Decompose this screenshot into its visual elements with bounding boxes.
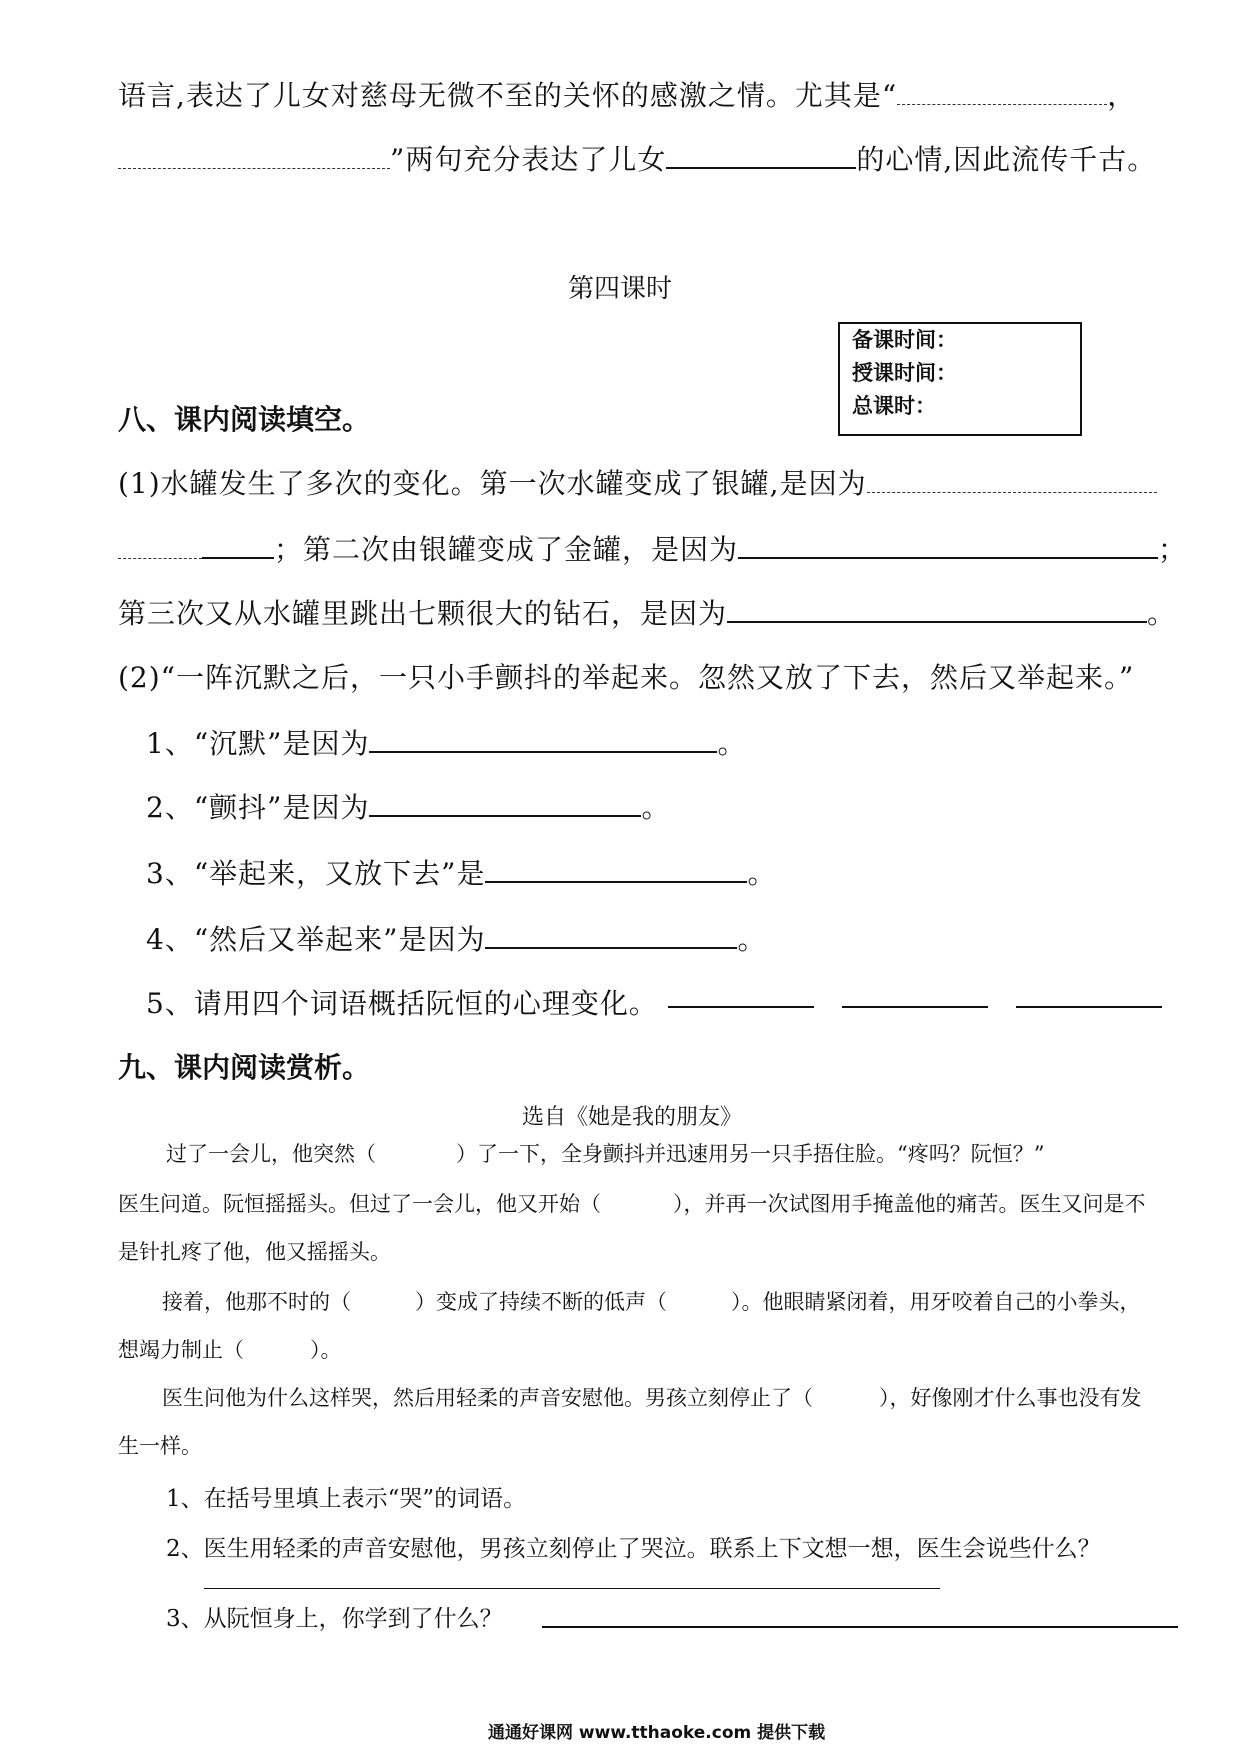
answer-line[interactable] <box>1016 1006 1162 1008</box>
answer-line[interactable] <box>542 1626 1178 1628</box>
blank[interactable] <box>727 599 1147 623</box>
section9-q2: 2、医生用轻柔的声音安慰他，男孩立刻停止了哭泣。联系上下文想一想，医生会说些什么？ <box>166 1536 1101 1562</box>
prep-time-label: 备课时间： <box>852 328 957 352</box>
passage-source: 选自《她是我的朋友》 <box>522 1105 743 1130</box>
blank[interactable] <box>118 536 202 559</box>
section9-q3: 3、从阮恒身上，你学到了什么？ <box>166 1606 503 1632</box>
blank[interactable] <box>202 535 274 559</box>
passage-p2-line2: 想竭力制止（ ）。 <box>118 1338 342 1362</box>
blank[interactable] <box>738 535 1158 559</box>
passage-p3-line1: 医生问他为什么这样哭，然后用轻柔的声音安慰他。男孩立刻停止了（ ），好像刚才什么事也没有发 <box>162 1386 1142 1410</box>
footer-text: 通通好课网 www.tthaoke.com 提供下载 <box>488 1723 826 1743</box>
section8-sub4: 4、“然后又举起来”是因为 。 <box>146 923 767 956</box>
section8-sub1: 1、“沉默”是因为 。 <box>146 727 747 760</box>
answer-line[interactable] <box>204 1588 940 1589</box>
blank[interactable] <box>118 146 390 169</box>
section8-heading: 八、课内阅读填空。 <box>118 403 371 436</box>
lesson-title: 第四课时 <box>568 274 673 304</box>
passage-p3-line2: 生一样。 <box>118 1434 202 1458</box>
answer-line[interactable] <box>668 1006 814 1008</box>
answer-line[interactable] <box>842 1006 988 1008</box>
total-time-label: 总课时： <box>852 394 936 418</box>
section8-sub2: 2、“颤抖”是因为 。 <box>146 791 671 824</box>
passage-p2-line1: 接着，他那不时的（ ）变成了持续不断的低声（ ）。他眼睛紧闭着，用牙咬着自己的小拳头， <box>162 1290 1141 1314</box>
section8-q2: (2)“一阵沉默之后，一只小手颤抖的举起来。忽然又放了下去，然后又举起来。” <box>118 661 1135 694</box>
passage-p1-line3: 是针扎疼了他，他又摇摇头。 <box>118 1240 391 1264</box>
section8-q1-line2: ；第二次由银罐变成了金罐，是因为 ； <box>118 528 1187 568</box>
blank[interactable] <box>485 925 737 949</box>
blank[interactable] <box>666 145 856 169</box>
blank[interactable] <box>897 82 1107 105</box>
passage-p1-line1: 过了一会儿，他突然（ ）了一下，全身颤抖并迅速用另一只手捂住脸。“疼吗？阮恒？” <box>166 1142 1045 1166</box>
blank[interactable] <box>485 859 747 883</box>
section9-heading: 九、课内阅读赏析。 <box>118 1051 371 1084</box>
blank[interactable] <box>369 793 641 817</box>
top-para-line1: 语言,表达了儿女对慈母无微不至的关怀的感激之情。尤其是“ ， <box>118 79 1137 112</box>
passage-p1-line2: 医生问道。阮恒摇摇头。但过了一会儿，他又开始（ ），并再一次试图用手掩盖他的痛苦。医生又问是不 <box>118 1192 1146 1216</box>
blank[interactable] <box>867 470 1157 493</box>
section8-q1-line1: (1)水罐发生了多次的变化。第一次水罐变成了银罐,是因为 <box>118 462 1157 502</box>
teach-time-label: 授课时间： <box>852 361 957 385</box>
section8-sub5: 5、请用四个词语概括阮恒的心理变化。 <box>146 987 658 1020</box>
section8-q1-line3: 第三次又从水罐里跳出七颗很大的钻石，是因为 。 <box>118 597 1177 630</box>
lesson-info-box <box>838 322 1082 436</box>
section8-sub3: 3、“举起来，又放下去”是 。 <box>146 857 777 890</box>
section9-q1: 1、在括号里填上表示“哭”的词语。 <box>166 1486 527 1512</box>
top-para-line2: ”两句充分表达了儿女 的心情,因此流传千古。 <box>118 138 1156 178</box>
blank[interactable] <box>369 729 717 753</box>
